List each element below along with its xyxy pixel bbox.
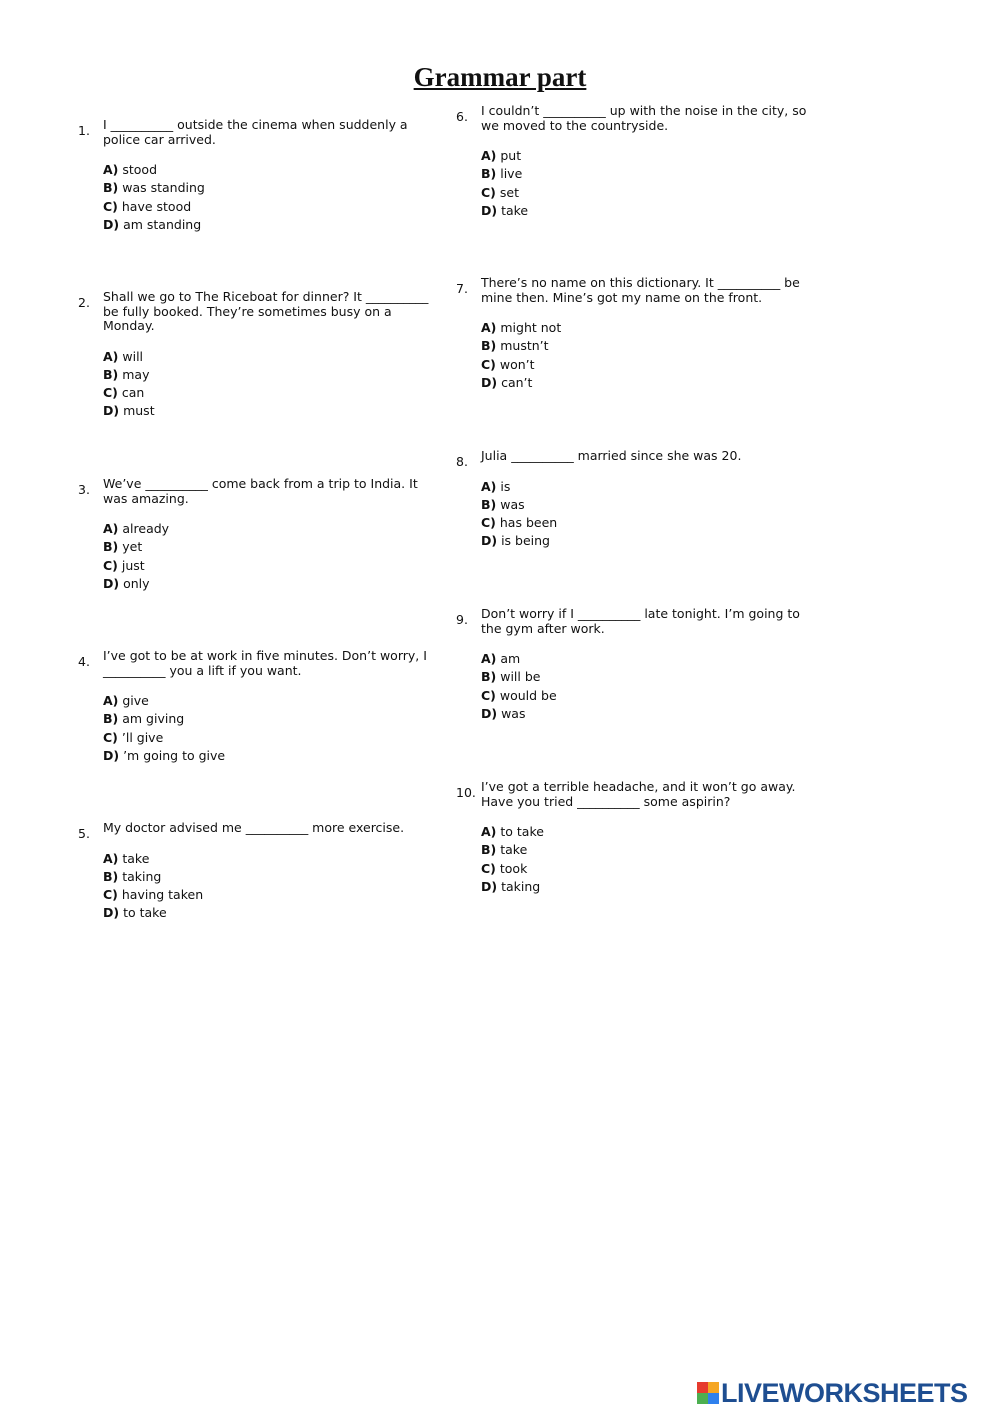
option-text: may [122, 366, 150, 382]
option-d[interactable] [103, 402, 433, 420]
options-list [481, 650, 811, 723]
option-text: only [123, 575, 150, 591]
option-text: give [122, 693, 149, 708]
option-letter: B) [103, 180, 119, 196]
option-text: have stood [121, 198, 192, 214]
option-a[interactable] [481, 147, 811, 165]
question-10 [456, 779, 811, 896]
question-number: 8. [456, 454, 468, 469]
option-letter: A) [103, 693, 119, 708]
option-letter: B) [481, 496, 497, 512]
option-letter: D) [481, 705, 498, 721]
options-list [481, 147, 811, 220]
option-d[interactable] [103, 904, 433, 922]
question-number: 6. [456, 109, 468, 124]
option-c[interactable] [481, 356, 811, 374]
option-d[interactable] [481, 705, 811, 723]
option-text: will be [500, 669, 541, 685]
option-letter: B) [481, 338, 497, 354]
question-9 [456, 606, 811, 723]
liveworksheets-logo-icon [697, 1382, 719, 1404]
question-number: 4. [78, 654, 90, 669]
option-letter: D) [103, 216, 120, 232]
question-text: Julia __________ married since she was 20. [481, 448, 742, 463]
option-text: take [122, 850, 150, 866]
logo-square-blue [708, 1393, 719, 1404]
option-b[interactable] [481, 337, 811, 355]
option-letter: C) [481, 515, 496, 531]
option-letter: B) [481, 166, 497, 182]
option-letter: B) [481, 669, 497, 685]
option-text: am standing [123, 216, 202, 232]
option-c[interactable] [103, 729, 433, 747]
option-text: live [500, 166, 523, 182]
option-letter: C) [103, 729, 118, 745]
question-number: 9. [456, 612, 468, 627]
option-d[interactable] [103, 216, 433, 234]
option-d[interactable] [103, 747, 433, 765]
option-text: can [121, 385, 145, 401]
option-letter: C) [481, 687, 496, 703]
question-1 [78, 117, 433, 234]
question-text: Don’t worry if I __________ late tonight. I’m going to the gym after work. [481, 606, 800, 636]
option-text: has been [499, 515, 558, 531]
option-text: was [500, 496, 525, 512]
option-a[interactable] [481, 650, 811, 668]
logo-square-green [697, 1393, 708, 1404]
option-letter: D) [103, 403, 120, 419]
option-a[interactable] [481, 319, 811, 337]
option-c[interactable] [103, 886, 433, 904]
question-number: 3. [78, 482, 90, 497]
option-text: take [500, 842, 528, 858]
option-a[interactable] [481, 823, 811, 841]
question-text: We’ve __________ come back from a trip to India. It was amazing. [103, 476, 418, 506]
options-list [103, 520, 433, 593]
option-text: am [500, 651, 521, 666]
option-d[interactable] [481, 374, 811, 392]
option-text: is [500, 478, 511, 494]
option-b[interactable] [103, 179, 433, 197]
option-letter: D) [481, 533, 498, 549]
option-b[interactable] [481, 668, 811, 686]
question-text: There’s no name on this dictionary. It __________ be mine then. Mine’s got my name on the front. [481, 275, 800, 305]
option-letter: D) [481, 202, 498, 218]
option-text: was standing [122, 180, 205, 196]
question-7 [456, 275, 811, 392]
option-text: yet [122, 539, 143, 555]
option-letter: A) [481, 320, 497, 335]
option-letter: A) [481, 148, 497, 163]
option-text: stood [122, 162, 158, 177]
option-text: having taken [121, 887, 204, 903]
option-letter: C) [481, 356, 496, 372]
option-a[interactable] [103, 692, 433, 710]
page-title: Grammar part [413, 62, 587, 92]
option-letter: B) [103, 366, 119, 382]
question-4 [78, 648, 433, 765]
question-number: 2. [78, 295, 90, 310]
option-letter: A) [103, 850, 119, 866]
option-letter: D) [103, 747, 120, 763]
option-letter: A) [103, 521, 119, 536]
option-letter: A) [481, 824, 497, 839]
option-b[interactable] [103, 538, 433, 556]
option-text: took [499, 860, 528, 876]
option-letter: C) [481, 860, 496, 876]
question-text: Shall we go to The Riceboat for dinner? It __________ be fully booked. They’re sometimes busy on a Monday. [103, 289, 429, 333]
option-letter: B) [103, 711, 119, 727]
option-letter: D) [481, 374, 498, 390]
option-text: taking [501, 878, 541, 894]
option-letter: B) [103, 868, 119, 884]
question-6 [456, 103, 811, 220]
option-a[interactable] [103, 348, 433, 366]
question-text: My doctor advised me __________ more exercise. [103, 820, 405, 835]
options-list [103, 850, 433, 923]
question-text: I __________ outside the cinema when suddenly a police car arrived. [103, 117, 408, 147]
options-list [481, 823, 811, 896]
option-b[interactable] [103, 868, 433, 886]
options-list [481, 319, 811, 392]
option-c[interactable] [103, 198, 433, 216]
option-letter: C) [103, 887, 118, 903]
option-c[interactable] [481, 860, 811, 878]
question-number: 10. [456, 785, 476, 800]
option-b[interactable] [103, 366, 433, 384]
option-text: taking [122, 868, 162, 884]
option-letter: C) [481, 184, 496, 200]
option-text: to take [123, 905, 167, 921]
option-text: set [499, 184, 519, 200]
option-letter: D) [103, 905, 120, 921]
option-d[interactable] [481, 878, 811, 896]
option-letter: C) [103, 557, 118, 573]
option-text: is being [501, 533, 550, 549]
question-8 [456, 448, 811, 551]
liveworksheets-logo [697, 1378, 968, 1408]
option-d[interactable] [481, 532, 811, 550]
question-text: I’ve got to be at work in five minutes. Don’t worry, I __________ you a lift if you want. [103, 648, 427, 678]
option-text: ’ll give [121, 729, 164, 745]
question-3 [78, 476, 433, 593]
option-letter: D) [103, 575, 120, 591]
option-text: am giving [122, 711, 185, 727]
logo-text: LIVEWORKSHEETS [721, 1377, 968, 1408]
option-b[interactable] [103, 710, 433, 728]
option-a[interactable] [103, 850, 433, 868]
option-b[interactable] [481, 496, 811, 514]
option-text: won’t [499, 356, 535, 372]
option-text: ’m going to give [123, 747, 226, 763]
option-text: just [121, 557, 145, 573]
option-a[interactable] [103, 520, 433, 538]
option-c[interactable] [481, 687, 811, 705]
logo-square-orange [708, 1382, 719, 1393]
option-letter: B) [103, 539, 119, 555]
option-text: already [122, 521, 170, 536]
option-a[interactable] [103, 161, 433, 179]
option-text: can’t [501, 374, 533, 390]
option-a[interactable] [481, 478, 811, 496]
option-text: put [500, 148, 522, 163]
question-5 [78, 820, 433, 923]
option-c[interactable] [481, 514, 811, 532]
option-text: was [501, 705, 526, 721]
option-letter: B) [481, 842, 497, 858]
option-letter: C) [103, 198, 118, 214]
option-text: mustn’t [500, 338, 549, 354]
option-c[interactable] [103, 384, 433, 402]
question-number: 5. [78, 826, 90, 841]
option-text: will [122, 348, 144, 364]
option-b[interactable] [481, 841, 811, 859]
option-text: might not [500, 320, 562, 335]
options-list [103, 692, 433, 765]
option-b[interactable] [481, 165, 811, 183]
option-letter: A) [103, 348, 119, 364]
option-letter: A) [481, 651, 497, 666]
logo-square-red [697, 1382, 708, 1393]
question-number: 7. [456, 281, 468, 296]
option-letter: C) [103, 385, 118, 401]
option-letter: A) [481, 478, 497, 494]
options-list [103, 161, 433, 234]
question-2 [78, 289, 433, 421]
option-text: must [123, 403, 155, 419]
options-list [103, 348, 433, 421]
question-number: 1. [78, 123, 90, 138]
option-c[interactable] [481, 184, 811, 202]
option-text: to take [500, 824, 544, 839]
option-letter: D) [481, 878, 498, 894]
option-letter: A) [103, 162, 119, 177]
question-text: I’ve got a terrible headache, and it won’t go away. Have you tried __________ some aspirin? [481, 779, 796, 809]
option-d[interactable] [103, 575, 433, 593]
option-text: take [501, 202, 529, 218]
option-d[interactable] [481, 202, 811, 220]
question-text: I couldn’t __________ up with the noise in the city, so we moved to the countryside. [481, 103, 807, 133]
option-c[interactable] [103, 557, 433, 575]
option-text: would be [499, 687, 557, 703]
options-list [481, 478, 811, 551]
